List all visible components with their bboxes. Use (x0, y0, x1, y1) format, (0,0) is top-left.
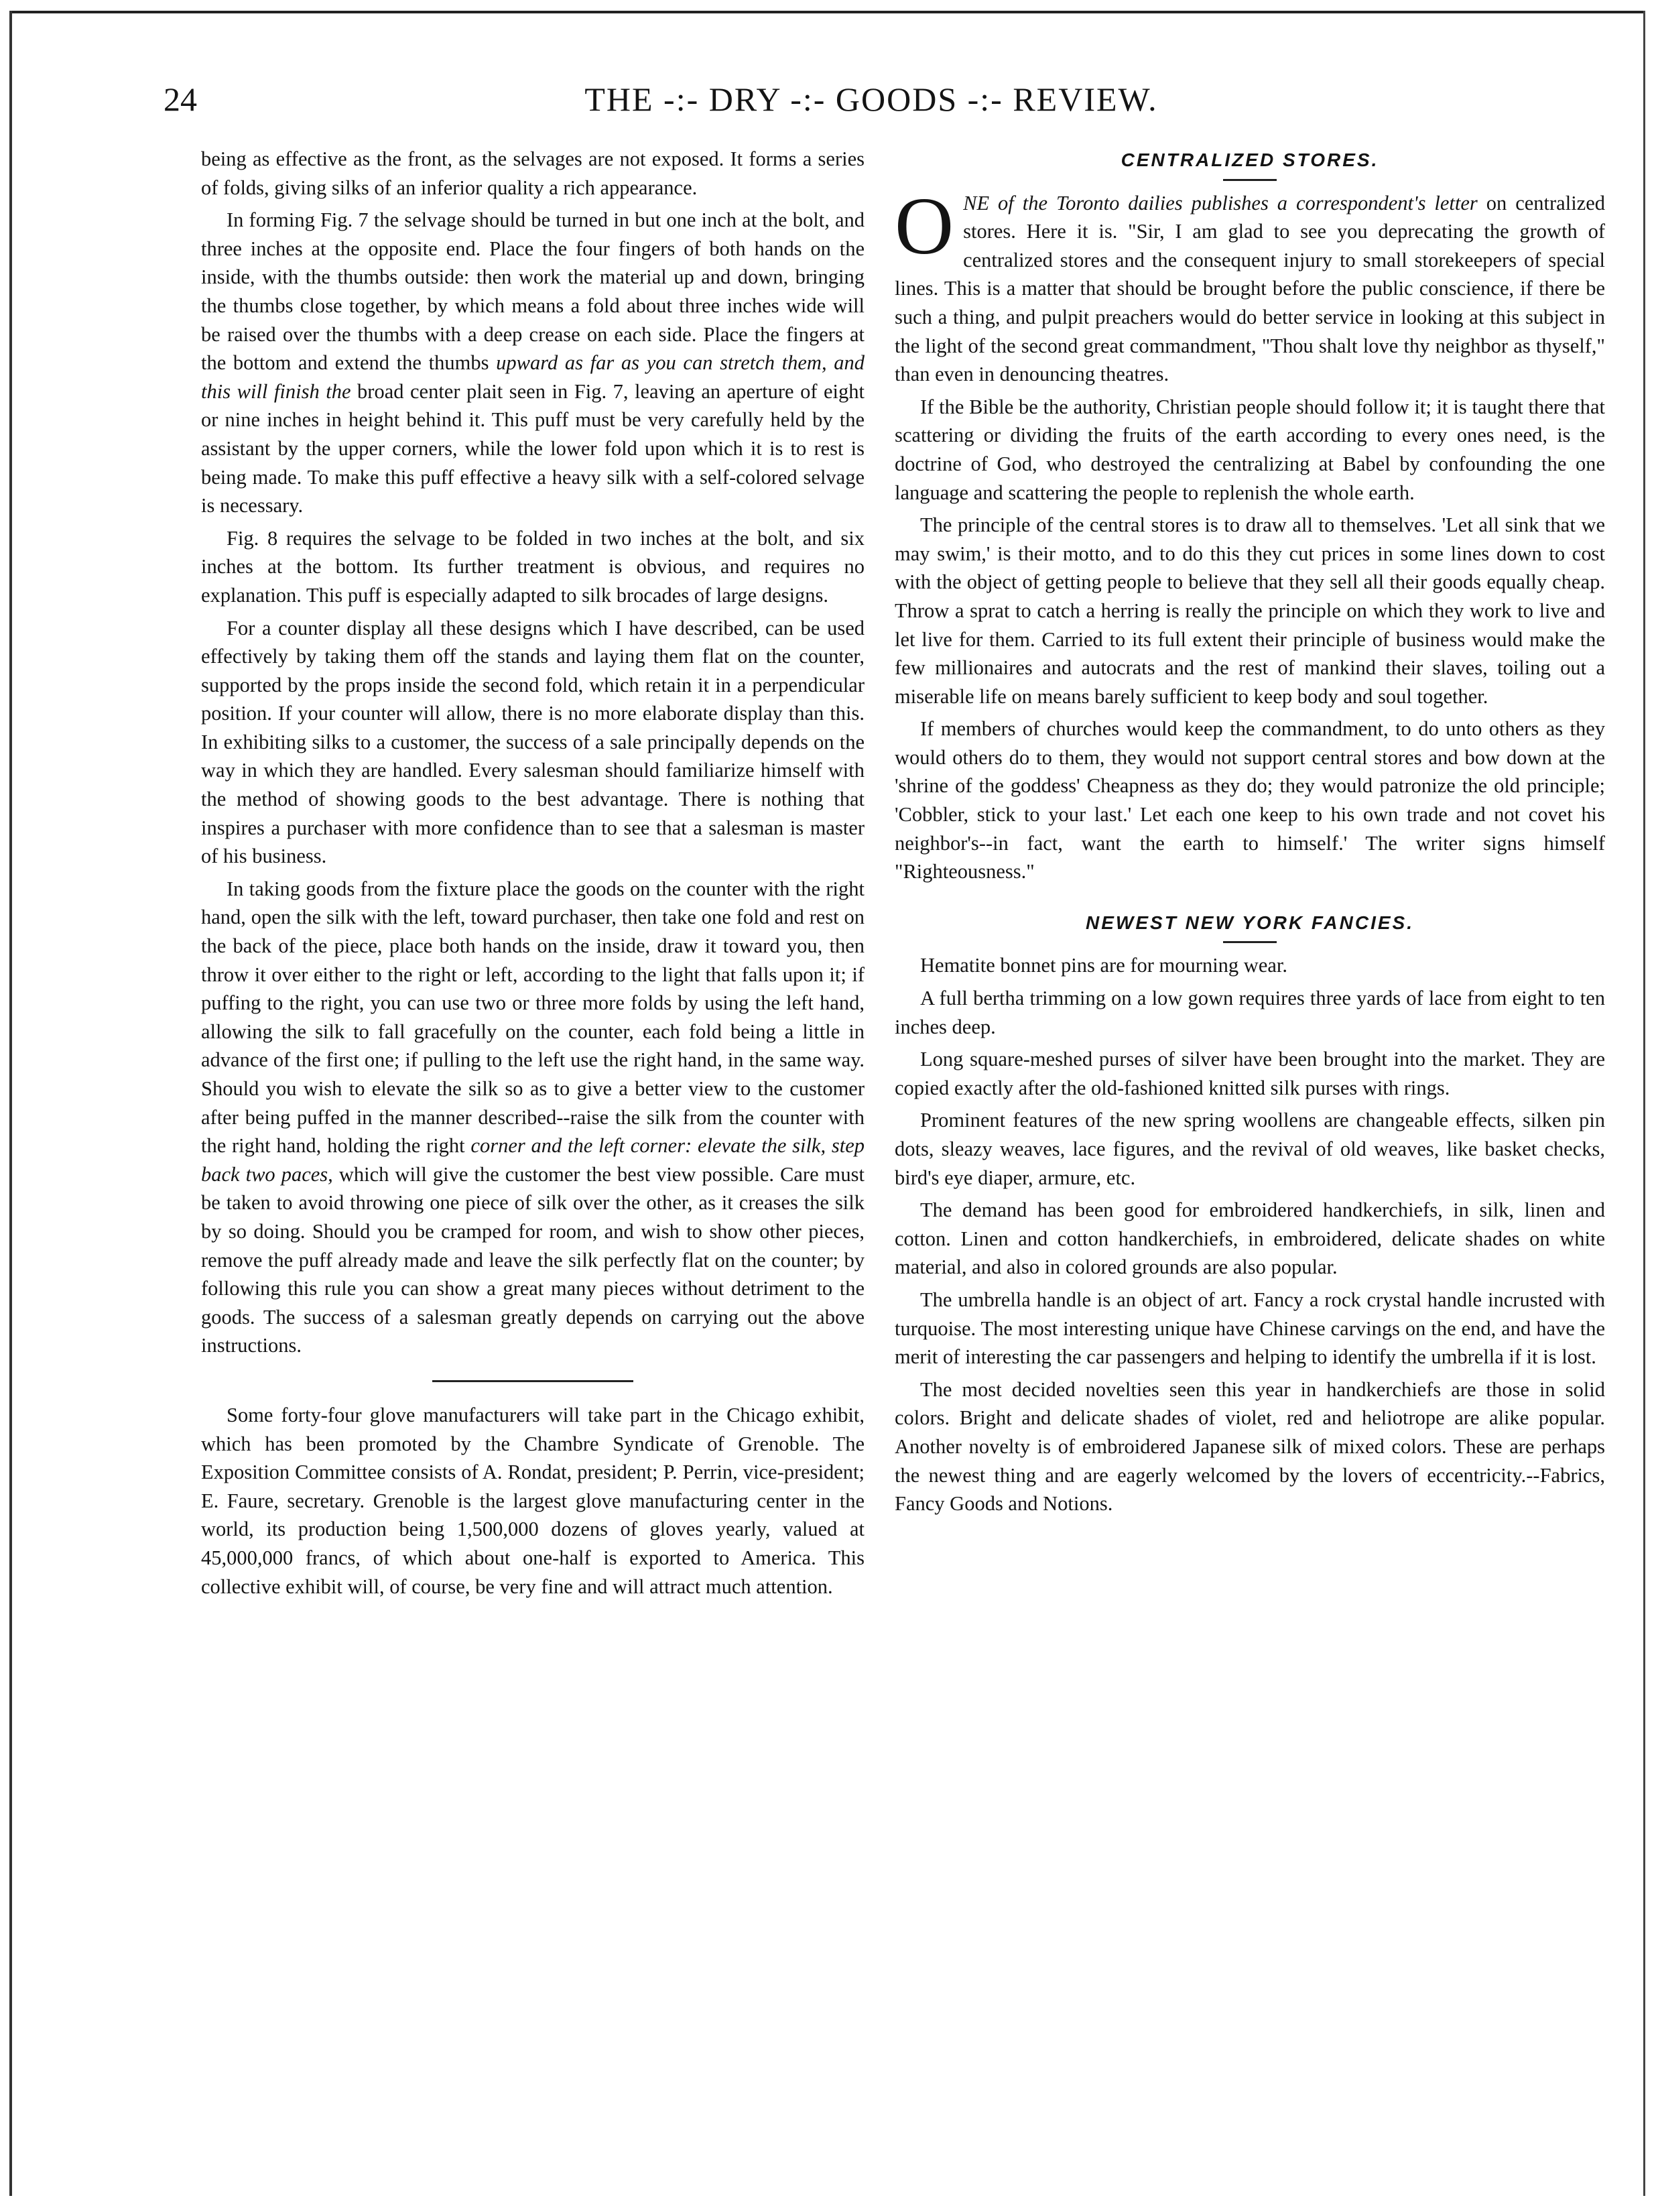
drop-cap: O (895, 180, 954, 271)
page-border-left (9, 11, 12, 2196)
paragraph: Prominent features of the new spring woollens are changeable effects, silken pin dots, sleazy weaves, lace figures, and the revival of old weaves, like basket checks, bird's eye diaper, armure, etc. (895, 1109, 1605, 1189)
paragraph: Some forty-four glove manufacturers will take part in the Chicago exhibit, which has been promoted by the Chambre Syndicate of Grenoble. The Exposition Committee consists of A. Rondat, president; P. Perrin, vice-president; E. Faure, secretary. Grenoble is the largest glove manufacturing center in the world, its production being 1,500,000 dozens of gloves yearly, valued at 45,000,000 francs, of which about one-half is exported to America. This collective exhibit will, of course, be very fine and will attract much attention. (201, 1403, 865, 1598)
italic-text-run: corner and the left corner: elevate the silk, step back two paces, (201, 1134, 865, 1186)
text-run: broad center plait seen in Fig. 7, leaving an aperture of eight or nine inches in height behind it. This puff must be very carefully held by the assistant by the upper corners, while the lower fold upon which it is to rest is being made. To make this puff effective a heavy silk with a self-colored selvage is necessary. (201, 379, 865, 517)
text-run: In forming Fig. 7 the selvage should be turned in but one inch at the bolt, and three inches at the opposite end. Place the four fingers of both hands on the inside, with the thumbs outside: then work the material up and down, bringing the thumbs close together, by which means a fold about three inches wide will be raised over the thumbs with a deep crease on each side. Place the fingers at the bottom and extend the thumbs (201, 208, 865, 375)
page-border-top (9, 11, 1645, 13)
text-run: on centralized stores. Here it is. "Sir, I am glad to see you deprecating the growth of centralized stores and the consequent injury to small storekeepers of special lines. This is a matter that should be brought before the public conscience, if there be such a thing, and pulpit preachers would do better service in looking at this subject in the light of the second great commandment, "Thou shalt love thy neighbor as thyself," than even in denouncing theatres. (895, 191, 1605, 386)
heading-rule (1223, 941, 1277, 943)
right-column (895, 145, 1605, 1522)
paragraph: A full bertha trimming on a low gown requires three yards of lace from eight to ten inches deep. (895, 987, 1605, 1038)
paragraph (895, 180, 1605, 389)
paragraph: The principle of the central stores is to draw all to themselves. 'Let all sink that we may swim,' is their motto, and to do this they cut prices in some lines down to cost with the object of getting people to believe that they sell all their goods equally cheap. Throw a sprat to catch a herring is really the principle on which they work to live and let live for them. Carried to its full extent their principle of business would make the few millionaires and autocrats and the rest of mankind their slaves, toiling out a miserable life on means barely sufficient to keep body and soul together. (895, 513, 1605, 708)
paragraph: being as effective as the front, as the selvages are not exposed. It forms a series of folds, giving silks of an inferior quality a rich appearance. (201, 147, 865, 199)
paragraph: The umbrella handle is an object of art. Fancy a rock crystal handle incrusted with turquoise. The most interesting unique have Chinese carvings on the end, and have the merit of interesting the car passengers and helping to identify the umbrella if it is lost. (895, 1288, 1605, 1369)
heading-rule (1223, 179, 1277, 181)
paragraph (201, 206, 865, 520)
paragraph: If members of churches would keep the commandment, to do unto others as they would others do to them, they would not support central stores and bow down at the 'shrine of the goddess' Cheapness as they do; they would patronize the old principle; 'Cobbler, stick to your last.' Let each one keep to his own trade and not covet his neighbor's--in fact, want the earth to himself.' The writer signs himself "Righteousness." (895, 717, 1605, 883)
paragraph: Hematite bonnet pins are for mourning wear. (920, 954, 1287, 977)
paragraph: If the Bible be the authority, Christian people should follow it; it is taught there that scattering or dividing the fruits of the earth according to every ones need, is the doctrine of God, who destroyed the centralizing at Babel by confounding the one language and scattering the people to replenish the whole earth. (895, 395, 1605, 504)
left-column (201, 145, 865, 1605)
section-heading-newest-new-york-fancies: NEWEST NEW YORK FANCIES. (1086, 912, 1414, 933)
paragraph (201, 875, 865, 1360)
journal-title: THE -:- DRY -:- GOODS -:- REVIEW. (584, 80, 1158, 118)
italic-text-run: NE of the Toronto dailies publishes a correspondent's letter (963, 191, 1478, 214)
paragraph: The most decided novelties seen this year in handkerchiefs are those in solid colors. Bright and delicate shades of violet, red and heliotrope are alike popular. Another novelty is of embroidered Japanese silk of mixed colors. These are perhaps the newest thing and are eagerly welcomed by the lovers of eccentricity.--Fabrics, Fancy Goods and Notions. (895, 1377, 1605, 1516)
paragraph: Fig. 8 requires the selvage to be folded in two inches at the bolt, and six inches at the bottom. Its further treatment is obvious, and requires no explanation. This puff is especially adapted to silk brocades of large designs. (201, 526, 865, 607)
paragraph: For a counter display all these designs which I have described, can be used effectively by taking them off the stands and laying them flat on the counter, supported by the props inside the second fold, which retain it in a perpendicular position. If your counter will allow, there is no more elaborate display than this. In exhibiting silks to a customer, the success of a sale principally depends on the way in which they are handled. Every salesman should familiarize himself with the method of showing goods to the best advantage. There is nothing that inspires a purchaser with more confidence than to see that a salesman is master of his business. (201, 616, 865, 868)
section-divider (432, 1380, 633, 1382)
page-border-right (1643, 11, 1645, 2196)
page-number: 24 (164, 80, 197, 118)
section-heading-centralized-stores: CENTRALIZED STORES. (1121, 149, 1379, 170)
text-run: which will give the customer the best view possible. Care must be taken to avoid throwing one piece of silk over the other, as it creases the silk by so doing. Should you be cramped for room, and wish to show other pieces, remove the puff already made and leave the silk perfectly flat on the counter; by following this rule you can show a great many pieces without detriment to the goods. The success of a salesman greatly depends on carrying out the above instructions. (201, 1162, 865, 1357)
paragraph: Long square-meshed purses of silver have been brought into the market. They are copied exactly after the old-fashioned knitted silk purses with rings. (895, 1048, 1605, 1099)
italic-text-run: upward as far as you can stretch them, and this will finish the (201, 351, 865, 403)
text-run: In taking goods from the fixture place the goods on the counter with the right hand, open the silk with the left, toward purchaser, then take one fold and rest on the back of the piece, place both hands on the inside, draw it toward you, then throw it over either to the right or left, according to the light that falls upon it; if puffing to the right, you can use two or three more folds by using the left hand, allowing the silk to fall gracefully on the counter, each fold being a little in advance of the first one; if pulling to the left use the right hand, in the same way. Should you wish to elevate the silk so as to give a better view to the customer after being puffed in the manner described--raise the silk from the counter with the right hand, holding the right (201, 877, 865, 1158)
paragraph: The demand has been good for embroidered handkerchiefs, in silk, linen and cotton. Linen and cotton handkerchiefs, in embroidered, delicate shades on white material, and also in colored grounds are also popular. (895, 1199, 1605, 1279)
